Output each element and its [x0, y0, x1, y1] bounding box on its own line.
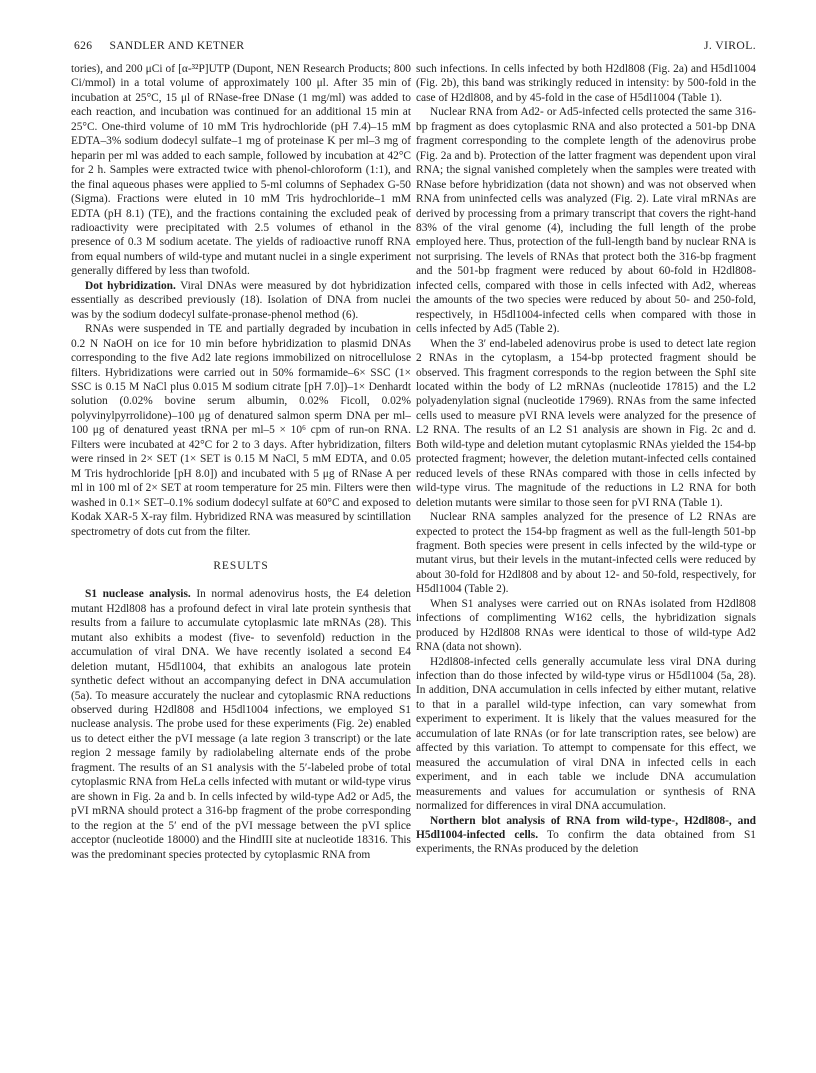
paragraph: Nuclear RNA samples analyzed for the presence of L2 RNAs are expected to protect the 154-bp fragment as well as the full-length 501-bp fragment. Both species were present in cells infected by the wild-type or mutant virus, but their levels in the mutant-infected cells were reduced by about 30-fold for H2dl808 and by about 12- and 50-fold, respectively, for H5dl1004 (Table 2). — [416, 511, 756, 596]
section-heading: RESULTS — [213, 559, 269, 572]
run-in-heading: Northern blot analysis of RNA from wild-type-, H2dl808-, and H5dl1004-infected cells. — [416, 814, 756, 842]
paragraph — [71, 279, 411, 322]
right-column — [416, 62, 756, 857]
paragraph: RNAs were suspended in TE and partially degraded by incubation in 0.2 N NaOH on ice for 10 min before hybridization to plasmid DNAs corresponding to the five Ad2 late regions immobilized on nitrocellulose filters. Hybridizations were carried out in 50% formamide–6× SSC (1× SSC is 0.15 M NaCl plus 0.015 M sodium citrate [pH 7.0])–1× Denhardt solution (0.02% bovine serum albumin, 0.02% Ficoll, 0.02% polyvinylpyrrolidone)–100 μg of denatured salmon sperm DNA per ml–100 μg of denatured yeast tRNA per ml–5 × 10⁶ cpm of run-on RNA. Filters were incubated at 42°C for 2 to 3 days. After hybridization, filters were rinsed in 2× SET (1× SET is 0.15 M NaCl, 5 mM EDTA, and 0.05 M Tris hydrochloride [pH 8.0]) and incubated with 5 μg of RNase A per ml in 100 ml of 2× SET at room temperature for 25 min. Filters were then washed in 0.1× SET–0.1% sodium dodecyl sulfate at 60°C and exposed to Kodak XAR-5 X-ray film. Hybridized RNA was measured by scintillation spectrometry of dots cut from the filter. — [71, 323, 411, 538]
run-in-heading: S1 nuclease analysis. — [85, 588, 191, 601]
paragraph: When S1 analyses were carried out on RNAs isolated from H2dl808 infections of complimenting W162 cells, the hybridization signals produced by H2dl808 RNAs were identical to those of wild-type Ad2 RNA (data not shown). — [416, 597, 756, 654]
paragraph-text: Viral DNAs were measured by dot hybridization essentially as described previously (18). Isolation of DNA from nuclei was by the sodium dodecyl sulfate-pronase-phenol method (6). — [71, 279, 411, 321]
paragraph: such infections. In cells infected by both H2dl808 (Fig. 2a) and H5dl1004 (Fig. 2b), this band was strikingly reduced in intensity: by 500-fold in the case of H2dl808, and by 45-fold in the case of H5dl1004 (Table 1). — [416, 63, 756, 104]
paragraph-text: To confirm the data obtained from S1 experiments, the RNAs produced by the deletion — [416, 829, 756, 856]
paragraph-text: In normal adenovirus hosts, the E4 deletion mutant H2dl808 has a profound defect in viral late protein synthesis that results from a failure to accumulate cytoplasmic late mRNAs (28). This mutant also exhibits a modest (five- to sevenfold) reduction in the accumulation of viral DNA. We have recently isolated a second E4 deletion mutant, H5dl1004, that exhibits an analogous late protein synthetic defect without an accompanying defect in DNA accumulation (5a). To measure accurately the nuclear and cytoplasmic RNA reductions observed during H2dl808 and H5dl1004 infections, we employed S1 nuclease analysis. The probe used for these experiments (Fig. 2e) enabled us to detect either the pVI message (a late region 3 transcript) or the late region 2 message family by radiolabeling alternate ends of the probe fragment. The results of an S1 analysis with the 5′-labeled probe of total cytoplasmic RNA from HeLa cells infected with mutant or wild-type virus are shown in Fig. 2a and b. In cells infected by wild-type Ad2 or Ad5, the pVI mRNA should protect a 316-bp fragment of the probe corresponding to the region at the 5′ end of the pVI message between the pVI splice acceptor (nucleotide 18000) and the HindIII site at nucleotide 18316. This was the predominant species protected by cytoplasmic RNA from — [71, 588, 411, 861]
paragraph: Nuclear RNA from Ad2- or Ad5-infected cells protected the same 316-bp fragment as does cytoplasmic RNA and also protected a 501-bp DNA fragment corresponding to the complete length of the adenovirus probe (Fig. 2a and b). Protection of the latter fragment was dependent upon viral RNA; the signal vanished completely when the samples were treated with RNase before hybridization (data not shown) and was not observed when RNA from uninfected cells was analyzed (Fig. 2). Late viral mRNAs are derived by processing from a primary transcript that covers the right-hand 83% of the viral genome (4), including the full length of the probe employed here. Thus, protection of the full-length band by nuclear RNA is not surprising. The levels of RNAs that protect both the 316-bp fragment and the 501-bp fragment were reduced by about 60-fold in H2dl808-infected cells, compared with those in cells infected with Ad2, whereas the amounts of the two species were reduced by about 50- and 250-fold, respectively, in H5dl1004-infected cells when compared with those in cells infected by Ad5 (Table 2). — [416, 106, 756, 336]
paragraph: H2dl808-infected cells generally accumulate less viral DNA during infection than do those infected by wild-type virus or H5dl1004 (5a, 28). In addition, DNA accumulation in cells infected by either mutant, relative to that in a parallel wild-type infection, can vary somewhat from experiment to experiment. It is likely that the values measured for the accumulation of late RNAs (or for late transcription rates, see below) are affected by this variation. To attempt to compensate for this effect, we measured the accumulation of viral DNA in infected cells in each experiment, and in each table we include DNA accumulation measurements and values for accumulation or synthesis of RNA normalized for differences in viral DNA accumulation. — [416, 655, 756, 813]
left-column — [71, 62, 411, 862]
paragraph — [71, 587, 411, 862]
page-number: 626 — [74, 39, 93, 52]
paragraph: When the 3′ end-labeled adenovirus probe is used to detect late region 2 RNAs in the cytoplasm, a 154-bp protected fragment should be observed. This fragment corresponds to the region between the SphI site located within the body of L2 mRNAs (nucleotide 17815) and the L2 polyadenylation signal (nucleotide 17969). RNAs from the same infected cells used to measure pVI RNA levels were analyzed for the presence of L2 RNA. The results of an L2 S1 analysis are shown in Fig. 2c and d. Both wild-type and deletion mutant cytoplasmic RNAs yielded the 154-bp protected fragment; however, the deletion mutant-infected cells contained reduced levels of these RNAs compared with those in cells infected by wild-type virus. The magnitude of the reductions in L2 RNA for both deletion mutants were similar to those seen for pVI RNA (Table 1). — [416, 337, 756, 509]
journal-name: J. VIROL. — [703, 39, 756, 52]
running-header-left — [74, 39, 244, 52]
run-in-heading: Dot hybridization. — [85, 279, 176, 292]
paragraph: tories), and 200 μCi of [α-³²P]UTP (Dupont, NEN Research Products; 800 Ci/mmol) in a total volume of approximately 100 μl. After 35 min of incubation at 25°C, 15 μl of RNase-free DNase (1 mg/ml) was added to each reaction, and incubation was continued for an additional 15 min at 25°C. One-third volume of 10 mM Tris hydrochloride (pH 7.4)–15 mM EDTA–3% sodium dodecyl sulfate–1 mg of proteinase K per ml–3 mg of heparin per ml was added to each sample, followed by incubation at 42°C for 2 h. Samples were extracted twice with phenol-chloroform (1:1), and the final aqueous phases were applied to 5-ml columns of Sephadex G-50 (Sigma). Fractions were eluted in 10 mM Tris hydrochloride–1 mM EDTA (pH 8.1) (TE), and the fractions containing the excluded peak of radioactivity were precipitated with 2.5 volumes of ethanol in the presence of 0.3 M sodium acetate. The yields of radioactive runoff RNA from equal numbers of wild-type and mutant nuclei in a single experiment generally differed by less than twofold. — [71, 63, 411, 278]
paragraph — [416, 814, 756, 857]
authors: SANDLER AND KETNER — [109, 39, 245, 52]
